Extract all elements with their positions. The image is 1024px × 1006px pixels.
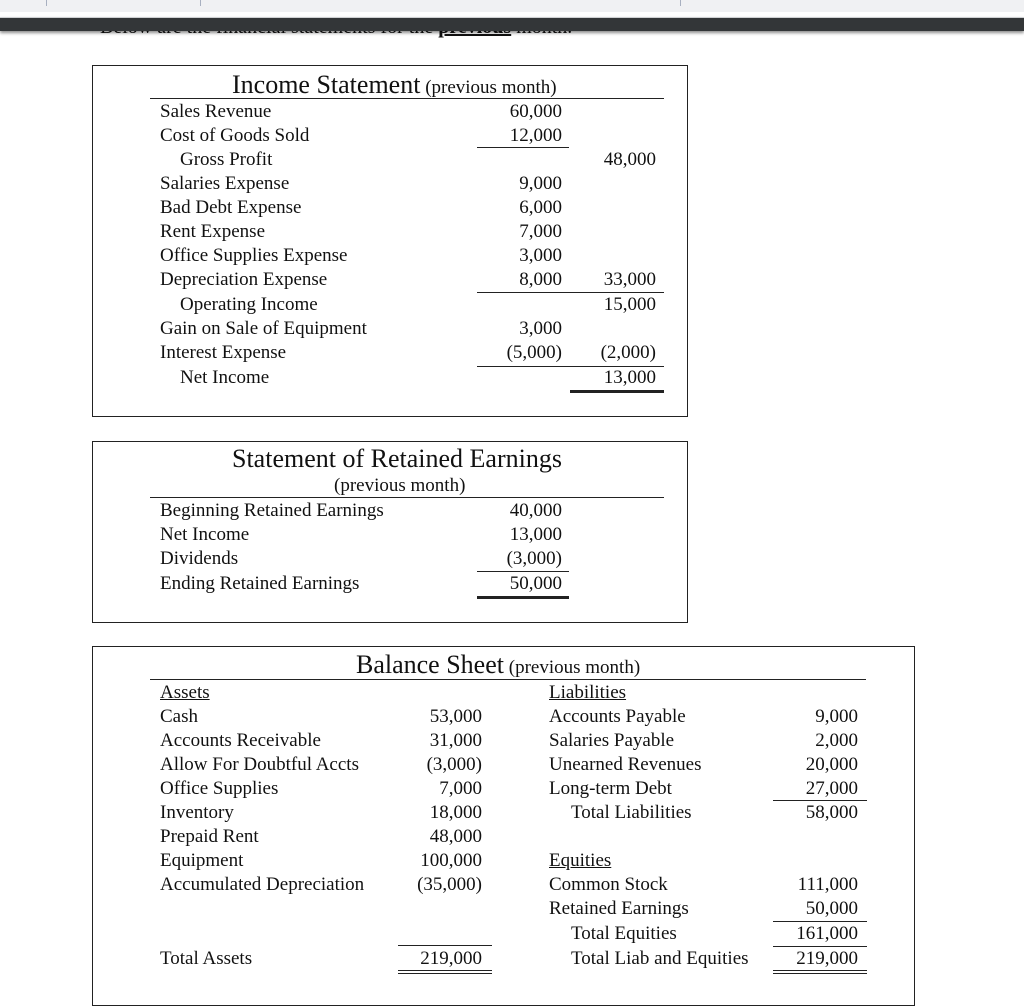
income-statement-title: Income Statement: [232, 70, 421, 99]
re-value: (3,000): [506, 548, 562, 569]
total-equities-label: Total Equities: [571, 923, 677, 944]
liability-label: Long-term Debt: [549, 778, 672, 799]
asset-label: Allow For Doubtful Accts: [160, 754, 359, 775]
asset-label: Accounts Receivable: [160, 730, 321, 751]
is-col1: 9,000: [519, 173, 562, 194]
equity-value: 111,000: [797, 874, 858, 895]
retained-earnings-title: Statement of Retained Earnings: [232, 444, 562, 473]
equity-label: Retained Earnings: [549, 898, 689, 919]
total-equities-value: 161,000: [796, 923, 858, 944]
is-label: Cost of Goods Sold: [160, 125, 310, 146]
income-title-rule: [150, 98, 664, 99]
is-label: Net Income: [180, 367, 270, 388]
re-value: 50,000: [509, 573, 562, 594]
is-label: Interest Expense: [160, 342, 287, 363]
asset-label: Prepaid Rent: [160, 826, 259, 847]
income-statement-subtitle: (previous month): [425, 77, 557, 98]
balance-sheet-title: Balance Sheet: [356, 650, 504, 679]
asset-value: 53,000: [429, 706, 482, 727]
asset-value: 18,000: [429, 802, 482, 823]
is-label: Gain on Sale of Equipment: [160, 318, 367, 339]
re-value: 13,000: [509, 524, 562, 545]
divider: [200, 0, 201, 6]
equity-label: Common Stock: [549, 874, 668, 895]
re-label: Beginning Retained Earnings: [160, 500, 384, 521]
total-assets-value: 219,000: [420, 948, 482, 969]
is-col1: (5,000): [506, 342, 562, 363]
is-label: Depreciation Expense: [160, 269, 328, 290]
re-label: Ending Retained Earnings: [160, 573, 360, 594]
is-col1: 12,000: [509, 125, 562, 146]
liability-value: 9,000: [815, 706, 858, 727]
subtotal-rule: [477, 147, 569, 148]
liability-value: 27,000: [805, 778, 858, 799]
bs-title-rule: [150, 679, 866, 680]
total-assets-label: Total Assets: [160, 948, 253, 969]
is-col1: 8,000: [519, 269, 562, 290]
divider: [680, 0, 681, 6]
is-label: Rent Expense: [160, 221, 266, 242]
is-label: Operating Income: [180, 294, 318, 315]
top-toolbar-strip: [0, 0, 1024, 12]
is-col2: 48,000: [603, 149, 656, 170]
liability-value: 20,000: [805, 754, 858, 775]
asset-value: (35,000): [417, 874, 482, 895]
asset-label: Cash: [160, 706, 198, 727]
equity-value: 50,000: [805, 898, 858, 919]
total-liab-equities-value: 219,000: [796, 948, 858, 969]
asset-label: Inventory: [160, 802, 234, 823]
re-value: 40,000: [509, 500, 562, 521]
balance-sheet-subtitle: (previous month): [508, 657, 641, 678]
assets-heading: Assets: [160, 682, 210, 703]
sticky-header-bar: [0, 17, 1024, 31]
retained-earnings-subtitle: (previous month): [334, 475, 466, 496]
double-total-rule: [398, 970, 492, 974]
is-col1: 3,000: [519, 318, 562, 339]
is-col2: (2,000): [600, 342, 656, 363]
asset-label: Office Supplies: [160, 778, 279, 799]
total-liabilities-label: Total Liabilities: [571, 802, 692, 823]
total-rule: [477, 596, 569, 599]
liability-value: 2,000: [815, 730, 858, 751]
is-col2: 33,000: [603, 269, 656, 290]
asset-label: Equipment: [160, 850, 244, 871]
divider: [46, 0, 47, 6]
is-col1: 7,000: [519, 221, 562, 242]
is-label: Salaries Expense: [160, 173, 290, 194]
is-col2: 13,000: [603, 367, 656, 388]
liability-label: Accounts Payable: [549, 706, 686, 727]
liability-label: Unearned Revenues: [549, 754, 702, 775]
is-label: Gross Profit: [180, 149, 273, 170]
is-col1: 60,000: [509, 101, 562, 122]
is-label: Office Supplies Expense: [160, 245, 348, 266]
asset-value: 48,000: [429, 826, 482, 847]
liabilities-heading: Liabilities: [549, 682, 627, 703]
total-liab-equities-label: Total Liab and Equities: [571, 948, 749, 969]
asset-value: (3,000): [426, 754, 482, 775]
double-total-rule: [773, 970, 867, 974]
re-label: Net Income: [160, 524, 250, 545]
asset-label: Accumulated Depreciation: [160, 874, 365, 895]
re-label: Dividends: [160, 548, 239, 569]
is-col1: 3,000: [519, 245, 562, 266]
equities-heading: Equities: [549, 850, 612, 871]
is-label: Sales Revenue: [160, 101, 272, 122]
asset-value: 31,000: [429, 730, 482, 751]
total-rule: [570, 390, 664, 393]
subtotal-rule: [398, 945, 492, 946]
is-label: Bad Debt Expense: [160, 197, 302, 218]
is-col2: 15,000: [603, 294, 656, 315]
liability-label: Salaries Payable: [549, 730, 675, 751]
re-title-rule: [150, 497, 664, 498]
asset-value: 7,000: [439, 778, 482, 799]
is-col1: 6,000: [519, 197, 562, 218]
total-liabilities-value: 58,000: [805, 802, 858, 823]
asset-value: 100,000: [420, 850, 482, 871]
